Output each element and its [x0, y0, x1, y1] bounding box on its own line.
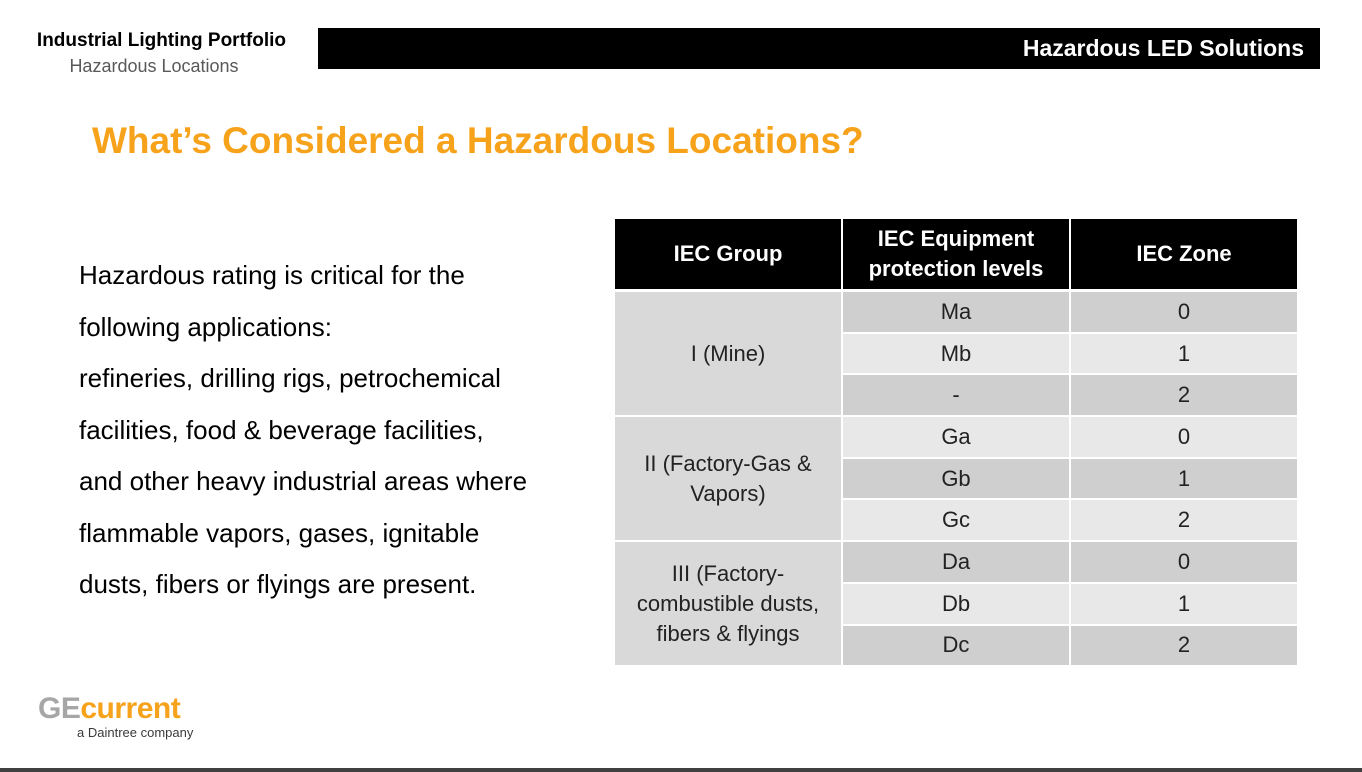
- epl-cell: Mb: [842, 333, 1070, 375]
- zone-cell: 0: [1070, 416, 1297, 458]
- zone-cell: 0: [1070, 541, 1297, 583]
- body-line: and other heavy industrial areas where: [79, 466, 528, 496]
- epl-cell: Ga: [842, 416, 1070, 458]
- epl-cell: Gb: [842, 458, 1070, 500]
- logo-ge: GE: [38, 692, 81, 725]
- table-row: [615, 291, 1297, 333]
- body-line: dusts, fibers or flyings are present.: [79, 569, 477, 599]
- ge-current-logo: [38, 692, 194, 740]
- header-iec-group: IEC Group: [615, 219, 842, 291]
- table-header-row: [615, 219, 1297, 291]
- epl-cell: Ma: [842, 291, 1070, 333]
- epl-cell: Db: [842, 583, 1070, 625]
- portfolio-subtitle: Hazardous Locations: [69, 56, 239, 76]
- body-line: facilities, food & beverage facilities,: [79, 414, 484, 445]
- epl-cell: Gc: [842, 499, 1070, 541]
- zone-cell: 1: [1070, 583, 1297, 625]
- table-row: [615, 416, 1297, 458]
- zone-cell: 0: [1070, 291, 1297, 333]
- header-iec-zone: IEC Zone: [1070, 219, 1297, 291]
- slide-title: What’s Considered a Hazardous Locations?: [92, 120, 864, 161]
- group-cell: I (Mine): [615, 291, 842, 417]
- body-line: Hazardous rating is critical for the: [79, 260, 465, 290]
- iec-table: [615, 219, 1297, 667]
- table-row: [615, 541, 1297, 583]
- bottom-divider: [0, 768, 1362, 772]
- zone-cell: 1: [1070, 458, 1297, 500]
- body-line: refineries, drilling rigs, petrochemical: [79, 363, 501, 393]
- epl-cell: -: [842, 374, 1070, 416]
- header-iec-epl: IEC Equipment protection levels: [842, 219, 1070, 291]
- zone-cell: 1: [1070, 333, 1297, 375]
- logo-current: current: [80, 692, 181, 725]
- group-cell: II (Factory-Gas & Vapors): [615, 416, 842, 541]
- portfolio-title: Industrial Lighting Portfolio: [36, 30, 286, 51]
- body-text: [79, 250, 599, 611]
- zone-cell: 2: [1070, 625, 1297, 667]
- epl-cell: Dc: [842, 625, 1070, 667]
- zone-cell: 2: [1070, 374, 1297, 416]
- epl-cell: Da: [842, 541, 1070, 583]
- group-cell: III (Factory-combustible dusts, fibers & flyings: [615, 541, 842, 666]
- body-line: following applications:: [79, 311, 332, 342]
- body-line: flammable vapors, gases, ignitable: [79, 517, 480, 548]
- banner-title: Hazardous LED Solutions: [1022, 35, 1304, 61]
- logo-tagline: a Daintree company: [77, 725, 194, 740]
- zone-cell: 2: [1070, 499, 1297, 541]
- header-banner: [318, 28, 1320, 69]
- portfolio-heading: [22, 30, 286, 77]
